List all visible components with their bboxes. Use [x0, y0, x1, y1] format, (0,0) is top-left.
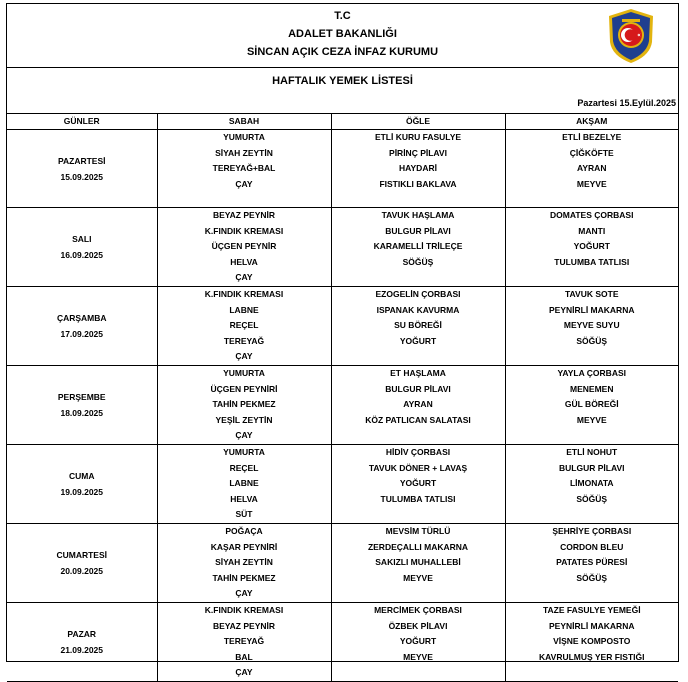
table-row: [7, 602, 678, 681]
ogle-cell: [331, 130, 505, 208]
menu-item: TAVUK DÖNER + LAVAŞ: [368, 462, 468, 473]
menu-item: ÇAY: [235, 588, 253, 599]
menu-item: TULUMBA TATLISI: [380, 493, 456, 504]
menu-item: YOĞURT: [399, 335, 437, 346]
menu-item: ÖZBEK PİLAVI: [388, 620, 448, 631]
menu-item: VİŞNE KOMPOSTO: [553, 636, 631, 647]
menu-item: ŞEHRİYE ÇORBASI: [552, 525, 632, 536]
menu-item: K.FINDIK KREMASI: [204, 289, 284, 299]
table-row: [7, 523, 678, 602]
list-title-bar: [7, 68, 678, 114]
day-date: 17.09.2025: [60, 329, 104, 339]
menu-item: YOĞURT: [573, 241, 610, 252]
menu-item: LABNE: [229, 478, 259, 489]
aksam-cell: [505, 523, 678, 602]
day-name: PERŞEMBE: [57, 391, 106, 402]
header-line-ministry: ADALET BAKANLIĞI: [288, 28, 397, 40]
sabah-cell: [157, 523, 331, 602]
column-header-days: GÜNLER: [7, 114, 157, 130]
menu-item: AYRAN: [577, 163, 607, 174]
menu-item: BEYAZ PEYNİR: [212, 210, 276, 220]
menu-item: MANTI: [578, 225, 606, 236]
menu-item: SÖĞÜŞ: [576, 335, 608, 346]
day-cell: [7, 602, 157, 681]
menu-item: HAYDARİ: [399, 163, 437, 174]
menu-item: HELVA: [230, 493, 258, 504]
sabah-cell: [157, 287, 331, 366]
menu-item: YOĞURT: [399, 478, 437, 489]
menu-item: SU BÖREĞİ: [394, 320, 442, 331]
aksam-cell: [505, 130, 678, 208]
menu-item: TAVUK HAŞLAMA: [381, 210, 455, 220]
menu-item: HELVA: [230, 256, 258, 267]
menu-item: KARAMELLİ TRİLEÇE: [373, 241, 463, 252]
menu-item: YOĞURT: [399, 636, 437, 647]
day-cell: [7, 130, 157, 208]
menu-item: MEYVE: [576, 414, 607, 425]
day-cell: [7, 366, 157, 445]
day-cell: [7, 523, 157, 602]
day-cell: [7, 287, 157, 366]
table-row: [7, 287, 678, 366]
menu-item: ÇİĞKÖFTE: [569, 147, 614, 158]
day-date: 21.09.2025: [60, 644, 104, 655]
list-title: HAFTALIK YEMEK LİSTESİ: [272, 75, 413, 87]
day-date: 16.09.2025: [60, 250, 104, 260]
menu-item: ÇAY: [235, 272, 253, 283]
aksam-cell: [505, 287, 678, 366]
menu-item: SÜT: [235, 509, 253, 520]
day-name: CUMA: [69, 470, 95, 481]
ogle-cell: [331, 523, 505, 602]
aksam-cell: [505, 602, 678, 681]
menu-item: BULGUR PİLAVI: [559, 462, 625, 473]
day-date: 18.09.2025: [60, 407, 104, 418]
column-header-dinner: AKŞAM: [505, 114, 678, 130]
menu-item: REÇEL: [229, 320, 259, 331]
header-line-tc: T.C: [334, 10, 351, 22]
sabah-cell: [157, 208, 331, 287]
menu-item: ÇAY: [235, 178, 253, 189]
menu-item: TAHİN PEKMEZ: [212, 399, 276, 410]
table-row: [7, 130, 678, 208]
menu-item: ETLİ NOHUT: [566, 446, 618, 457]
menu-item: ÇAY: [235, 430, 253, 441]
menu-item: YUMURTA: [223, 132, 265, 142]
menu-item: BEYAZ PEYNİR: [212, 620, 276, 631]
menu-item: YUMURTA: [223, 368, 265, 378]
ogle-cell: [331, 208, 505, 287]
header-line-institution: SİNCAN AÇIK CEZA İNFAZ KURUMU: [246, 46, 439, 58]
column-header-lunch: ÖĞLE: [331, 114, 505, 130]
menu-item: MENEMEN: [570, 383, 614, 394]
menu-item: LİMONATA: [569, 478, 614, 489]
menu-item: SİYAH ZEYTİN: [215, 147, 273, 158]
menu-item: SİYAH ZEYTİN: [215, 557, 273, 568]
menu-item: PEYNİRLİ MAKARNA: [549, 304, 635, 315]
menu-item: SÖĞÜŞ: [576, 572, 608, 583]
menu-item: MEYVE: [403, 572, 433, 583]
menu-item: POĞAÇA: [225, 525, 263, 536]
menu-item: ET HAŞLAMA: [390, 368, 446, 378]
weekly-menu-table: [7, 114, 678, 682]
menu-item: REÇEL: [229, 462, 259, 473]
menu-item: TULUMBA TATLISI: [554, 256, 630, 267]
menu-item: K.FINDIK KREMASI: [204, 225, 284, 236]
day-name: PAZARTESİ: [57, 155, 106, 166]
menu-item: GÜL BÖREĞİ: [564, 399, 619, 410]
menu-item: ÇAY: [235, 667, 253, 678]
sabah-cell: [157, 366, 331, 445]
day-date: 19.09.2025: [60, 486, 104, 497]
menu-item: ISPANAK KAVURMA: [376, 304, 460, 315]
ogle-cell: [331, 444, 505, 523]
menu-item: TAHİN PEKMEZ: [212, 572, 276, 583]
aksam-cell: [505, 366, 678, 445]
menu-item: ÇAY: [235, 351, 253, 362]
menu-item: TEREYAĞ: [223, 335, 265, 346]
sabah-cell: [157, 444, 331, 523]
menu-item: ETLİ BEZELYE: [562, 132, 622, 142]
day-name: SALI: [72, 234, 92, 244]
menu-item: BULGUR PİLAVI: [385, 383, 451, 394]
menu-item: DOMATES ÇORBASI: [550, 210, 634, 220]
menu-item: TAZE FASULYE YEMEĞİ: [542, 604, 641, 615]
ministry-emblem-icon: [606, 8, 656, 64]
table-row: [7, 208, 678, 287]
menu-item: TEREYAĞ: [223, 636, 265, 647]
menu-item: YEŞİL ZEYTİN: [215, 414, 273, 425]
menu-item: HİDİV ÇORBASI: [385, 446, 451, 457]
day-date: 20.09.2025: [60, 565, 104, 576]
sabah-cell: [157, 602, 331, 681]
menu-item: PATATES PÜRESİ: [556, 557, 628, 568]
menu-sheet: [6, 3, 679, 678]
column-header-breakfast: SABAH: [157, 114, 331, 130]
menu-item: YAYLA ÇORBASI: [557, 368, 626, 378]
menu-item: MEYVE: [576, 178, 607, 189]
menu-item: CORDON BLEU: [560, 541, 624, 552]
menu-item: ETLİ KURU FASULYE: [374, 132, 462, 142]
sabah-cell: [157, 130, 331, 208]
menu-item: BULGUR PİLAVI: [385, 225, 451, 236]
aksam-cell: [505, 208, 678, 287]
ogle-cell: [331, 602, 505, 681]
menu-item: BAL: [235, 651, 253, 662]
menu-item: EZOGELİN ÇORBASI: [375, 289, 461, 299]
menu-item: MEYVE: [403, 651, 433, 662]
day-name: PAZAR: [67, 628, 97, 639]
menu-item: PEYNİRLİ MAKARNA: [549, 620, 635, 631]
table-row: [7, 366, 678, 445]
menu-item: K.FINDIK KREMASI: [204, 604, 284, 615]
menu-item: KAŞAR PEYNİRİ: [210, 541, 278, 552]
menu-item: AYRAN: [403, 399, 433, 410]
day-date: 15.09.2025: [60, 171, 104, 182]
menu-item: ÜÇGEN PEYNİR: [211, 241, 277, 252]
date-line: Pazartesi 15.Eylül.2025: [577, 98, 676, 108]
menu-item: PİRİNÇ PİLAVI: [389, 147, 447, 158]
menu-item: TEREYAĞ+BAL: [212, 163, 276, 174]
menu-item: SÖĞÜŞ: [402, 256, 434, 267]
institution-header: [7, 4, 678, 68]
day-cell: [7, 444, 157, 523]
menu-item: KÖZ PATLICAN SALATASI: [365, 414, 471, 425]
menu-item: MEYVE SUYU: [563, 320, 620, 331]
menu-item: MEVSİM TÜRLÜ: [385, 525, 451, 536]
day-name: CUMARTESİ: [56, 549, 108, 560]
menu-item: MERCİMEK ÇORBASI: [374, 604, 462, 615]
day-name: ÇARŞAMBA: [56, 313, 107, 323]
menu-item: SAKIZLI MUHALLEBİ: [375, 557, 461, 568]
table-row: [7, 444, 678, 523]
menu-item: KAVRULMUŞ YER FISTIĞI: [539, 651, 645, 662]
day-cell: [7, 208, 157, 287]
menu-item: YUMURTA: [223, 446, 265, 457]
menu-item: ZERDEÇALLI MAKARNA: [367, 541, 469, 552]
ogle-cell: [331, 366, 505, 445]
menu-item: LABNE: [229, 304, 259, 315]
menu-item: TAVUK SOTE: [564, 289, 619, 299]
ogle-cell: [331, 287, 505, 366]
menu-item: SÖĞÜŞ: [576, 493, 608, 504]
aksam-cell: [505, 444, 678, 523]
table-header-row: [7, 114, 678, 130]
menu-item: ÜÇGEN PEYNİRİ: [210, 383, 278, 394]
menu-item: FISTIKLI BAKLAVA: [379, 178, 457, 189]
